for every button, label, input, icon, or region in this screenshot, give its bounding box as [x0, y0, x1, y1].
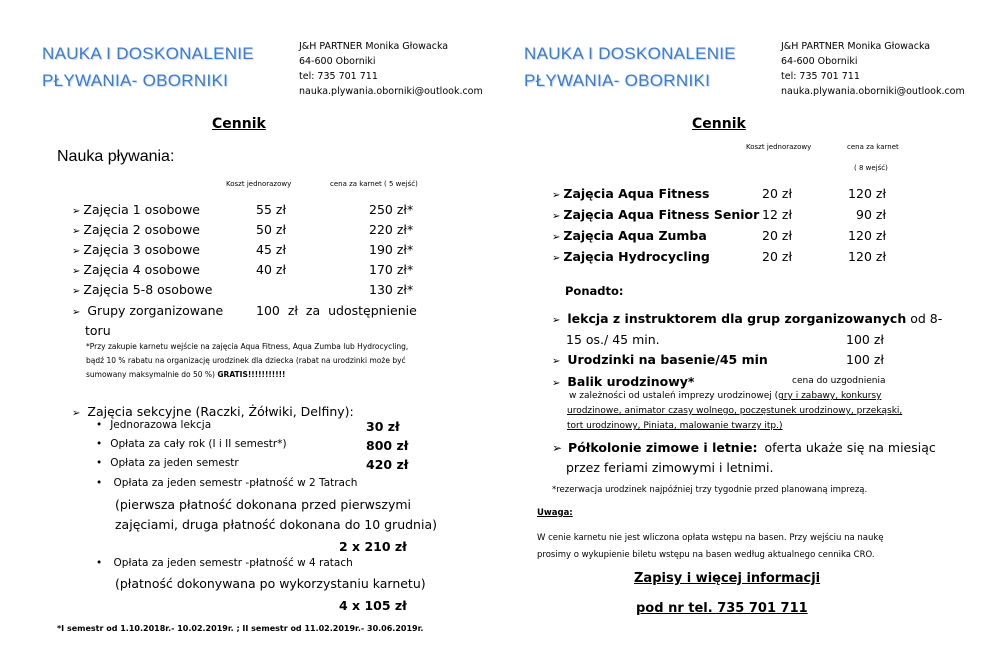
camp-text: oferta ukaże się na miesiąc — [764, 440, 936, 455]
list-item — [96, 457, 239, 469]
row-single-price: 55 zł — [256, 202, 286, 217]
groups-price: 100 zł za udostępnienie — [256, 303, 417, 318]
arrow-bullet-icon: ➢ — [552, 253, 561, 264]
contact-name: J&H PARTNER Monika Głowacka — [299, 41, 449, 52]
arrow-bullet-icon: ➢ — [72, 206, 81, 217]
list-item — [72, 222, 200, 237]
col-header-single: Koszt jednorazowy — [746, 143, 812, 151]
birthday-price: 100 zł — [846, 352, 884, 367]
row-single-price: 20 zł — [762, 249, 792, 264]
signup-heading: Zapisy i więcej informacji — [634, 571, 821, 586]
installment2-line2: (pierwsza płatność dokonana przed pierwszymi — [115, 497, 411, 512]
installment2-line1: Opłata za jeden semestr -płatność w 2 Tatrach — [113, 477, 358, 489]
footnote-line3-text: sumowany maksymalnie do 50 %) — [86, 370, 215, 379]
row-price: 30 zł — [366, 419, 400, 434]
list-item — [552, 374, 694, 389]
list-item — [96, 477, 357, 489]
list-item — [72, 202, 200, 217]
lesson-label: lekcja z instruktorem dla grup zorganizowanych — [567, 311, 907, 326]
installment4-line1: Opłata za jeden semestr -płatność w 4 ratach — [113, 557, 353, 569]
footnote — [86, 340, 408, 382]
contact-email: nauka.plywania.oborniki@outlook.com — [781, 86, 965, 97]
row-pass-price: 250 zł* — [369, 202, 414, 217]
col-header-pass: cena za karnet — [847, 143, 899, 151]
contact-block-right — [781, 39, 965, 99]
lesson-line2: 15 os./ 45 min. — [566, 332, 660, 347]
list-item — [552, 249, 710, 264]
list-item — [72, 282, 212, 297]
row-pass-price: 90 zł — [856, 207, 886, 222]
arrow-bullet-icon: ➢ — [552, 378, 561, 389]
row-label: Zajęcia 2 osobowe — [83, 222, 200, 237]
section-title-sections: Zajęcia sekcyjne (Raczki, Żółwiki, Delfiny): — [87, 404, 354, 419]
arrow-bullet-icon: ➢ — [552, 211, 561, 222]
list-item — [96, 419, 211, 431]
school-name-line2: PŁYWANIA- OBORNIKI — [524, 71, 711, 90]
list-item — [552, 228, 707, 243]
row-pass-price: 120 zł — [848, 228, 886, 243]
row-single-price: 20 zł — [762, 186, 792, 201]
list-item — [552, 352, 768, 367]
contact-block — [299, 39, 483, 99]
contact-tel: tel: 735 701 711 — [781, 71, 860, 82]
col-header-single: Koszt jednorazowy — [226, 180, 292, 188]
arrow-bullet-icon: ➢ — [72, 286, 81, 297]
balik-desc-underlined: gry i zabawy, konkursy — [778, 391, 882, 401]
installment4-price: 4 x 105 zł — [339, 598, 407, 613]
row-label: Zajęcia 1 osobowe — [83, 202, 200, 217]
birthday-label: Urodzinki na basenie/45 min — [567, 352, 768, 367]
row-label: Opłata za cały rok (I i II semestr*) — [110, 438, 287, 450]
list-item — [72, 303, 223, 318]
row-pass-price: 170 zł* — [369, 262, 414, 277]
lesson-price: 100 zł — [846, 332, 884, 347]
list-item — [72, 404, 354, 419]
groups-price-cont: toru — [85, 323, 111, 338]
section-title-swimming: Nauka pływania: — [57, 148, 175, 165]
installment4-line2: (płatność dokonywana po wykorzystaniu karnetu) — [115, 576, 426, 591]
row-pass-price: 220 zł* — [369, 222, 414, 237]
balik-desc-line1 — [569, 389, 902, 404]
groups-label: Grupy zorganizowane — [87, 303, 224, 318]
list-item — [552, 311, 942, 326]
arrow-bullet-icon: ➢ — [72, 226, 81, 237]
arrow-bullet-icon: ➢ — [552, 356, 561, 367]
contact-tel: tel: 735 701 711 — [299, 71, 378, 82]
list-item — [72, 262, 200, 277]
list-item — [96, 438, 287, 450]
lesson-label-rest: od 8- — [910, 311, 943, 326]
row-label: Zajęcia Aqua Fitness — [563, 186, 710, 201]
arrow-bullet-icon: ➢ — [72, 246, 81, 257]
row-label: Opłata za jeden semestr — [110, 457, 239, 469]
arrow-bullet-icon: ➢ — [552, 315, 561, 326]
installment2-price: 2 x 210 zł — [339, 539, 407, 554]
balik-label: Balik urodzinowy* — [567, 374, 695, 389]
contact-name: J&H PARTNER Monika Głowacka — [781, 41, 931, 52]
notice-line1: W cenie karnetu nie jest wliczona opłata wstępu na basen. Przy wejściu na naukę — [537, 533, 884, 543]
camp-text-line2: przez feriami zimowymi i letnimi. — [566, 460, 774, 475]
ponadto-label: Ponadto: — [565, 284, 624, 298]
arrow-bullet-icon: ➢ — [72, 266, 81, 277]
notice-text — [537, 530, 884, 564]
signup-phone: pod nr tel. 735 701 711 — [636, 601, 808, 616]
row-label: Jednorazowa lekcja — [110, 419, 212, 431]
row-pass-price: 130 zł* — [369, 282, 414, 297]
balik-desc-text: w zależności od ustaleń imprezy urodzinowej ( — [569, 391, 779, 401]
school-name — [42, 40, 254, 94]
installment2-line3: zajęciami, druga płatność dokonana do 10 grudnia) — [115, 517, 437, 532]
arrow-bullet-icon: ➢ — [72, 307, 81, 318]
school-name-line2: PŁYWANIA- OBORNIKI — [42, 71, 229, 90]
footnote-line2: bądź 10 % rabatu na organizację urodzinek dla dziecka (rabat na urodzinki może być — [86, 356, 406, 365]
page-title-right: Cennik — [692, 116, 746, 132]
camp-label: Półkolonie zimowe i letnie: — [568, 440, 758, 455]
dot-bullet-icon: • — [96, 457, 103, 469]
balik-description — [569, 389, 902, 434]
arrow-bullet-icon: ➢ — [552, 441, 563, 455]
arrow-bullet-icon: ➢ — [72, 408, 81, 419]
dot-bullet-icon: • — [96, 557, 103, 569]
list-item — [72, 242, 200, 257]
row-label: Zajęcia Aqua Fitness Senior — [563, 207, 760, 222]
row-pass-price: 190 zł* — [369, 242, 414, 257]
reservation-note: *rezerwacja urodzinek najpóźniej trzy tygodnie przed planowaną imprezą. — [552, 485, 868, 495]
row-single-price: 20 zł — [762, 228, 792, 243]
row-pass-price: 120 zł — [848, 249, 886, 264]
row-single-price: 45 zł — [256, 242, 286, 257]
dot-bullet-icon: • — [96, 477, 103, 489]
row-label: Zajęcia 3 osobowe — [83, 242, 200, 257]
col-header-pass-count: ( 8 wejść) — [854, 164, 888, 172]
row-label: Zajęcia Aqua Zumba — [563, 228, 707, 243]
dot-bullet-icon: • — [96, 419, 103, 431]
contact-city: 64-600 Oborniki — [299, 56, 376, 67]
contact-email: nauka.plywania.oborniki@outlook.com — [299, 86, 483, 97]
list-item — [552, 440, 936, 455]
arrow-bullet-icon: ➢ — [552, 232, 561, 243]
dot-bullet-icon: • — [96, 438, 103, 450]
row-label: Zajęcia Hydrocycling — [563, 249, 710, 264]
row-price: 800 zł — [366, 438, 409, 453]
balik-desc-line2: urodzinowe, animator czasy wolnego, poczęstunek urodzinowy, przekąski, — [567, 406, 903, 416]
list-item — [96, 557, 353, 569]
notice-heading: Uwaga: — [537, 508, 573, 518]
school-name-line1: NAUKA I DOSKONALENIE — [524, 44, 736, 63]
footnote-line1: *Przy zakupie karnetu wejście na zajęcia Aqua Fitness, Aqua Zumba lub Hydrocycling, — [86, 342, 409, 351]
page-title-left: Cennik — [212, 116, 266, 132]
list-item — [552, 186, 710, 201]
school-name-line1: NAUKA I DOSKONALENIE — [42, 44, 254, 63]
balik-price: cena do uzgodnienia — [792, 376, 886, 386]
row-label: Zajęcia 4 osobowe — [83, 262, 200, 277]
school-name-right — [524, 40, 736, 94]
row-price: 420 zł — [366, 457, 409, 472]
notice-line2: prosimy o wykupienie biletu wstępu na basen według aktualnego cennika CRO. — [537, 550, 875, 560]
contact-city: 64-600 Oborniki — [781, 56, 858, 67]
row-single-price: 40 zł — [256, 262, 286, 277]
balik-desc-line3: tort urodzinowy, Piniata, malowanie twarzy itp.) — [567, 421, 783, 431]
arrow-bullet-icon: ➢ — [552, 190, 561, 201]
row-label: Zajęcia 5-8 osobowe — [83, 282, 213, 297]
footnote-gratis: GRATIS!!!!!!!!!!! — [217, 370, 286, 379]
col-header-pass: cena za karnet ( 5 wejść) — [330, 180, 418, 188]
row-pass-price: 120 zł — [848, 186, 886, 201]
row-single-price: 50 zł — [256, 222, 286, 237]
row-single-price: 12 zł — [762, 207, 792, 222]
semester-note: *I semestr od 1.10.2018r.- 10.02.2019r. ; II semestr od 11.02.2019r.- 30.06.2019r. — [57, 624, 424, 633]
list-item — [552, 207, 759, 222]
footnote-line3 — [86, 368, 408, 382]
